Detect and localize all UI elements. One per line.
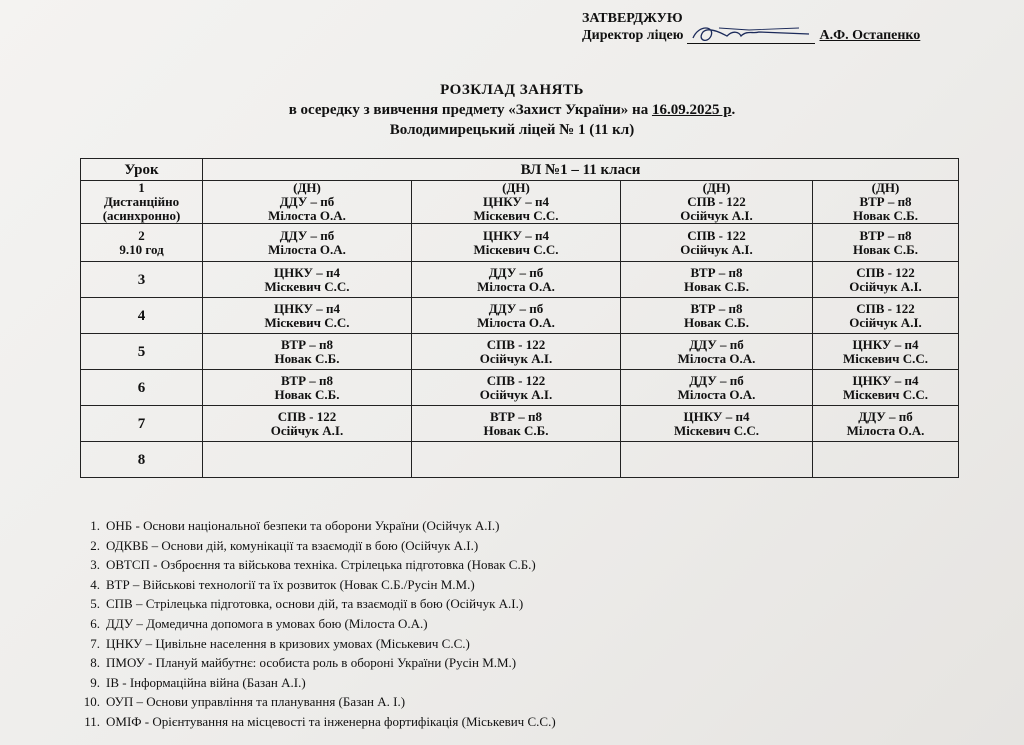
class-cell [813,298,959,334]
class-text: СПВ - 122 [687,227,746,243]
lesson-text: 2 [138,227,145,243]
table-row [81,298,959,334]
lesson-cell [81,442,203,478]
signature-line [687,30,815,44]
class-text: Новак С.Б. [683,314,750,330]
legend-number: 7. [90,635,100,651]
class-text: ДДУ – пб [689,336,744,352]
class-cell [621,224,813,262]
lesson-text: 3 [137,271,146,288]
legend-text: ОДКВБ – Основи дій, комунікації та взаємодії в бою (Осійчук А.І.) [106,537,479,553]
class-text: Новак С.Б. [683,278,750,294]
class-text: (ДН) [871,180,900,195]
lesson-cell [81,262,203,298]
subtitle-text: в осередку з вивчення предмету «Захист України» на [288,102,652,118]
class-text: ВТР – п8 [859,194,912,209]
legend-item [78,712,556,732]
lesson-text: 6 [137,379,146,396]
class-text: Мілоста О.А. [477,278,555,294]
class-text: (ДН) [702,180,731,195]
class-text: Міскевич С.С. [264,278,350,294]
class-text: ЦНКУ – п4 [483,227,549,243]
lesson-cell [81,370,203,406]
class-text: Мілоста О.А. [846,422,925,438]
class-text: Осійчук А.І. [270,422,344,438]
table-row [81,442,959,478]
class-cell [621,298,813,334]
lesson-text: Дистанційно [103,194,180,209]
class-text: СПВ - 122 [856,264,915,280]
class-text: ДДУ – пб [488,264,544,280]
class-cell [813,224,959,262]
class-text: СПВ - 122 [486,372,546,388]
lesson-cell [81,181,203,224]
heading-school: Володимирецький ліцей № 1 (11 кл) [389,122,635,138]
legend-number: 9. [90,674,100,690]
class-text: (ДН) [502,180,530,195]
table-row [81,406,959,442]
approval-title: ЗАТВЕРДЖУЮ [582,11,683,26]
class-cell [813,181,959,224]
class-text: ЦНКУ – п4 [274,264,340,280]
table-header-row [81,159,959,181]
legend-item [78,692,556,712]
schedule-body [81,181,959,478]
subtitle-suffix: . [731,102,736,118]
legend-number: 6. [90,615,100,631]
class-text: Міскевич С.С. [674,422,759,438]
legend-text: ВТР – Військові технології та їх розвиток (Новак С.Б./Русін М.М.) [106,576,475,592]
class-cell [203,442,412,478]
class-cell [813,370,959,406]
heading-subtitle [0,100,1024,120]
document-heading [0,80,1024,140]
class-cell [621,406,813,442]
legend-item [78,614,556,634]
approval-line [582,27,920,44]
lesson-text: 5 [137,343,146,360]
legend-item [78,653,556,673]
legend-item [78,536,556,556]
class-cell [412,181,621,224]
approval-block [582,10,920,44]
class-text: СПВ - 122 [687,194,746,209]
class-cell [203,370,412,406]
class-text: ДДУ – пб [689,372,744,388]
class-text: Новак С.Б. [483,422,549,438]
class-text: Мілоста О.А. [477,314,555,330]
legend-item [78,516,556,536]
class-text: СПВ - 122 [486,336,546,352]
lesson-cell [81,406,203,442]
legend-item [78,555,556,575]
class-text: ЦНКУ – п4 [274,300,340,316]
class-cell [412,442,621,478]
class-text: ДДУ – пб [279,194,335,209]
schedule-date: 16.09.2025 р [651,102,732,118]
class-text: Осійчук А.І. [849,314,922,330]
class-cell [203,262,412,298]
table-row [81,181,959,224]
class-text: ВТР – п8 [690,300,743,316]
table-row [81,224,959,262]
class-cell [203,181,412,224]
legend-item [78,634,556,654]
class-text: ВТР – п8 [280,336,334,352]
class-text: Новак С.Б. [274,350,340,366]
class-text: Осійчук А.І. [680,241,753,257]
class-text: Міскевич С.С. [473,208,559,223]
class-text: ДДУ – пб [488,300,544,316]
legend-number: 10. [83,694,100,710]
table-row [81,370,959,406]
class-text: ДДУ – пб [858,408,913,424]
class-text: Новак С.Б. [852,208,919,223]
legend-text: ОМІФ - Орієнтування на місцевості та інженерна фортифікація (Міськевич С.С.) [106,713,556,729]
subject-legend [78,516,556,732]
legend-number: 2. [90,537,100,553]
class-cell [813,262,959,298]
legend-text: ЦНКУ – Цивільне населення в кризових умовах (Міськевич С.С.) [106,635,470,651]
lesson-text: 1 [138,180,145,195]
class-cell [203,406,412,442]
legend-number: 5. [90,596,100,612]
class-cell [813,442,959,478]
legend-text: ПМОУ - Плануй майбутнє: особиста роль в обороні України (Русін М.М.) [106,655,517,671]
director-position: Директор ліцею [582,28,684,43]
class-text: Новак С.Б. [274,386,340,402]
class-cell [412,224,621,262]
table-row [81,334,959,370]
class-cell [412,262,621,298]
legend-number: 4. [90,576,100,592]
legend-text: ІВ - Інформаційна війна (Базан А.І.) [106,674,306,690]
lesson-text: 7 [137,415,146,432]
class-text: ВТР – п8 [280,372,334,388]
class-text: Міскевич С.С. [843,350,928,366]
class-cell [621,442,813,478]
class-text: (ДН) [293,180,321,195]
class-cell [203,334,412,370]
class-text: Осійчук А.І. [849,278,922,294]
header-group: ВЛ №1 – 11 класи [203,159,959,181]
class-text: ДДУ – пб [279,227,335,243]
class-text: СПВ - 122 [856,300,915,316]
legend-number: 3. [90,557,100,573]
class-text: Мілоста О.А. [677,350,756,366]
table-row [81,262,959,298]
lesson-cell [81,298,203,334]
lesson-text: 4 [137,307,146,324]
class-cell [813,334,959,370]
legend-text: ОУП – Основи управління та планування (Базан А. І.) [106,694,406,710]
class-text: ЦНКУ – п4 [852,336,919,352]
legend-item [78,673,556,693]
class-cell [621,334,813,370]
legend-number: 1. [90,518,100,533]
legend-text: ОНБ - Основи національної безпеки та оборони України (Осійчук А.І.) [106,518,500,533]
schedule-table [80,158,959,478]
director-name: А.Ф. Остапенко [819,28,921,43]
lesson-text: 8 [137,451,146,468]
class-cell [203,224,412,262]
class-text: Міскевич С.С. [843,386,928,402]
class-text: Осійчук А.І. [479,350,553,366]
legend-number: 8. [90,655,100,671]
lesson-cell [81,334,203,370]
legend-item [78,594,556,614]
heading-title: РОЗКЛАД ЗАНЯТЬ [440,82,584,98]
class-cell [621,181,813,224]
class-text: ЦНКУ – п4 [852,372,919,388]
legend-text: СПВ – Стрілецька підготовка, основи дій, та взаємодії в бою (Осійчук А.І.) [106,596,524,612]
header-lesson: Урок [81,159,203,181]
class-cell [412,298,621,334]
class-text: ВТР – п8 [690,264,743,280]
class-cell [203,298,412,334]
class-text: Осійчук А.І. [479,386,553,402]
class-text: Мілоста О.А. [268,208,346,223]
class-cell [412,406,621,442]
lesson-cell [81,224,203,262]
class-cell [412,334,621,370]
legend-text: ДДУ – Домедична допомога в умовах бою (Мілоста О.А.) [106,615,428,631]
class-text: ЦНКУ – п4 [483,194,549,209]
class-text: Міскевич С.С. [264,314,350,330]
lesson-text: (асинхронно) [102,208,181,223]
legend-number: 11. [84,713,100,729]
class-cell [621,262,813,298]
class-cell [813,406,959,442]
class-text: СПВ - 122 [277,408,337,424]
class-text: ВТР – п8 [489,408,543,424]
class-text: Мілоста О.А. [268,241,346,257]
class-text: ВТР – п8 [859,227,912,243]
legend-text: ОВТСП - Озброєння та військова техніка. Стрілецька підготовка (Новак С.Б.) [106,557,536,573]
lesson-text: 9.10 год [119,241,164,257]
class-cell [621,370,813,406]
legend-item [78,575,556,595]
class-cell [412,370,621,406]
class-text: Міскевич С.С. [473,241,559,257]
class-text: ЦНКУ – п4 [683,408,750,424]
class-text: Осійчук А.І. [680,208,753,223]
class-text: Мілоста О.А. [677,386,756,402]
class-text: Новак С.Б. [852,241,919,257]
signature-icon [689,22,813,46]
